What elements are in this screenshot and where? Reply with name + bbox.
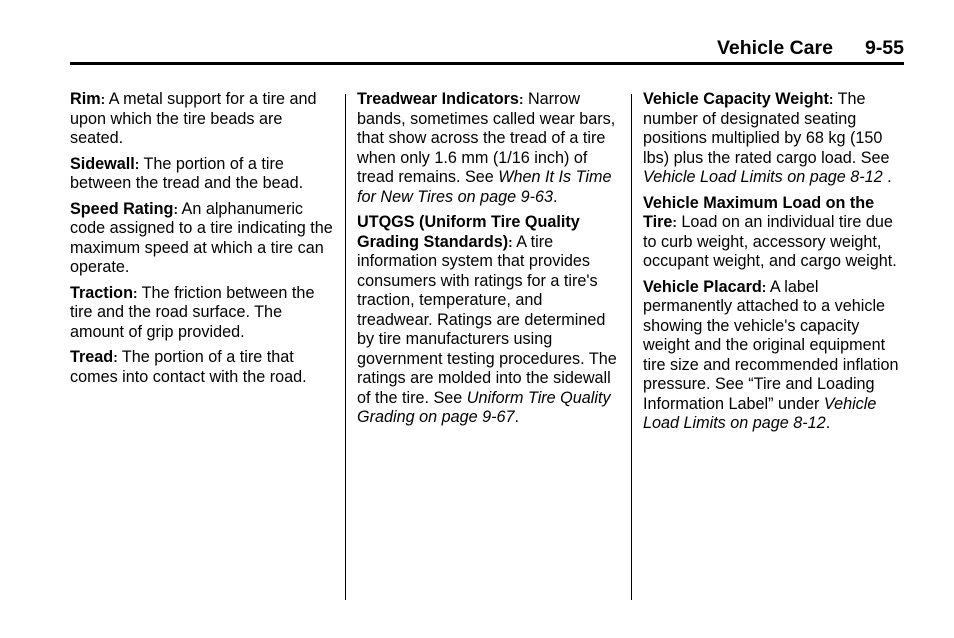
glossary-entry-treadwear-indicators bbox=[357, 90, 621, 207]
entry-term: Sidewall bbox=[70, 154, 135, 173]
entry-term: Speed Rating bbox=[70, 199, 174, 218]
entry-term: Rim bbox=[70, 90, 101, 108]
column-divider bbox=[345, 94, 346, 600]
entry-colon: : bbox=[828, 92, 834, 107]
page-header bbox=[717, 36, 904, 60]
entry-colon: : bbox=[100, 92, 106, 107]
entry-term: UTQGS (Uniform Tire Quality Grading Standards) bbox=[357, 213, 580, 251]
entry-text-end: . bbox=[882, 168, 892, 186]
entry-text: Narrow bands, sometimes called wear bars, that show across the tread of a tire when only 1.6 mm (1/16 inch) of tread remains. See bbox=[357, 90, 616, 186]
entry-text: An alphanumeric code assigned to a tire indicating the maximum speed at which a tire can operate. bbox=[70, 199, 333, 276]
entry-text: A label permanently attached to a vehicle showing the vehicle's capacity weight and the original equipment tire size and recommended inflation pressure. See “Tire and Loading Information Label” under bbox=[643, 277, 899, 413]
column-3 bbox=[643, 90, 907, 440]
glossary-entry-tread bbox=[70, 348, 336, 387]
entry-term: Vehicle Maximum Load on the Tire bbox=[643, 193, 875, 231]
header-rule bbox=[70, 62, 904, 65]
entry-text: A tire information system that provides consumers with ratings for a tire's traction, temperature, and treadwear. Ratings are determined by tire manufacturers using government testing procedures. The ratings are molded into the sidewall of the tire. See bbox=[357, 232, 617, 407]
entry-text-end: . bbox=[825, 414, 831, 432]
entry-term: Vehicle Capacity Weight bbox=[643, 90, 829, 108]
cross-reference-link[interactable]: Uniform Tire Quality Grading on page 9-67 bbox=[357, 388, 611, 426]
glossary-entry-utqgs bbox=[357, 213, 621, 428]
entry-term: Vehicle Placard bbox=[643, 277, 762, 296]
column-1 bbox=[70, 90, 336, 393]
cross-reference-link[interactable]: When It Is Time for New Tires on page 9-63 bbox=[357, 168, 612, 206]
entry-text: The number of designated seating positions multiplied by 68 kg (150 lbs) plus the rated cargo load. See bbox=[643, 90, 890, 167]
glossary-entry-speed-rating bbox=[70, 200, 336, 278]
glossary-entry-traction bbox=[70, 284, 336, 343]
entry-colon: : bbox=[518, 92, 524, 107]
entry-text: The portion of a tire that comes into contact with the road. bbox=[70, 348, 307, 386]
entry-colon: : bbox=[761, 279, 767, 295]
glossary-entry-vehicle-capacity-weight bbox=[643, 90, 907, 188]
entry-text: Load on an individual tire due to curb weight, accessory weight, occupant weight, and cargo weight. bbox=[643, 213, 897, 270]
cross-reference-link[interactable]: Vehicle Load Limits on page 8-12 bbox=[643, 168, 883, 186]
column-2 bbox=[357, 90, 621, 434]
section-title: Vehicle Care bbox=[716, 37, 833, 59]
entry-term: Traction bbox=[70, 283, 133, 302]
glossary-entry-rim bbox=[70, 90, 336, 149]
entry-text: The friction between the tire and the road surface. The amount of grip provided. bbox=[70, 283, 315, 341]
entry-text-end: . bbox=[553, 187, 558, 206]
entry-colon: : bbox=[173, 201, 178, 217]
entry-text: A metal support for a tire and upon which the tire beads are seated. bbox=[70, 90, 317, 147]
glossary-entry-vehicle-maximum-load bbox=[643, 194, 907, 272]
page-number: 9-55 bbox=[864, 37, 904, 59]
glossary-entry-sidewall bbox=[70, 155, 336, 194]
column-divider bbox=[631, 94, 632, 600]
entry-text-end: . bbox=[514, 408, 519, 426]
entry-colon: : bbox=[132, 285, 138, 301]
entry-colon: : bbox=[672, 215, 677, 230]
entry-colon: : bbox=[113, 350, 118, 365]
entry-colon: : bbox=[134, 156, 140, 172]
entry-term: Treadwear Indicators bbox=[357, 90, 519, 108]
entry-term: Tread bbox=[70, 348, 114, 366]
entry-colon: : bbox=[508, 234, 513, 250]
entry-text: The portion of a tire between the tread and the bead. bbox=[70, 154, 304, 192]
cross-reference-link[interactable]: Vehicle Load Limits on page 8-12 bbox=[643, 394, 877, 432]
glossary-entry-vehicle-placard bbox=[643, 278, 907, 434]
